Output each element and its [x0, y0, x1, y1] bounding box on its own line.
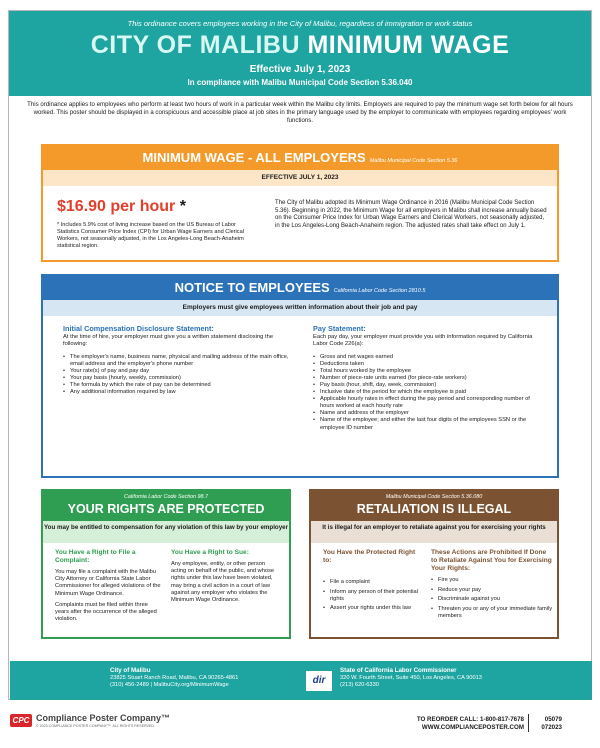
- minimum-wage-header: [43, 146, 557, 170]
- company-name: Compliance Poster Company™: [36, 713, 171, 723]
- header-tagline: This ordinance covers employees working in the City of Malibu, regardless of immigration or work status: [127, 19, 473, 28]
- disclosure-column: [63, 324, 291, 396]
- minimum-wage-box: [41, 144, 559, 262]
- sue-column: [171, 549, 281, 604]
- notice-header: [43, 276, 557, 300]
- wage-rate: [57, 198, 257, 216]
- reorder-website[interactable]: WWW.COMPLIANCEPOSTER.COM: [421, 724, 524, 731]
- reorder-info: [384, 716, 524, 732]
- state-address: 320 W. Fourth Street, Suite 450, Los Angeles, CA 90013: [340, 675, 482, 681]
- disclosure-intro: At the time of hire, your employer must give you a written statement disclosing the following:: [63, 334, 274, 348]
- rate-column: [57, 198, 257, 250]
- rights-band: You may be entitled to compensation for any violation of this law by your employer: [43, 521, 289, 543]
- poster-code-number: 05079: [544, 716, 562, 723]
- minimum-wage-code-ref: Malibu Municipal Code Section 5.36: [369, 158, 458, 164]
- rights-code-ref: California Labor Code Section 98.7: [124, 494, 208, 500]
- header: [9, 11, 591, 96]
- prohibited-actions-column: [431, 549, 553, 622]
- notice-title: NOTICE TO EMPLOYEES: [174, 280, 330, 295]
- city-contact: [110, 667, 238, 689]
- list-item: • The formula by which the rate of pay can be determined: [63, 382, 291, 389]
- retaliation-band: It is illegal for an employer to retaliate against you for exercising your rights: [311, 521, 557, 543]
- list-item: • Total hours worked by the employee: [313, 368, 545, 375]
- state-phone: (213) 620-6330: [340, 682, 379, 688]
- retaliation-title: RETALIATION IS ILLEGAL: [356, 502, 512, 516]
- minimum-wage-title: MINIMUM WAGE - ALL EMPLOYERS: [142, 150, 366, 165]
- retaliation-code-ref: Malibu Municipal Code Section 5.36.080: [385, 494, 483, 500]
- list-item: • Name of the employee; and either the last four digits of the employees SSN or the employee ID number: [313, 417, 545, 431]
- notice-box: [41, 274, 559, 478]
- poster-code-date: 072023: [541, 724, 562, 731]
- list-item: • Number of piece-rate units earned (for piece-rate workers): [313, 375, 545, 382]
- disclosure-list: [63, 354, 291, 397]
- copyright: © 2023 COMPLIANCE POSTER COMPANY™. ALL RIGHTS RESERVED.: [36, 724, 156, 728]
- wage-rate-asterisk: *: [179, 198, 186, 215]
- disclosure-heading: Initial Compensation Disclosure Statement:: [63, 324, 214, 333]
- list-item: • Threaten you or any of your immediate family members: [431, 606, 553, 620]
- list-item: • Your pay basis (hourly, weekly, commission): [63, 375, 291, 382]
- rights-box: [41, 489, 291, 639]
- protected-right-heading: You Have the Protected Right to:: [323, 549, 416, 564]
- list-item: • Fire you: [431, 577, 553, 584]
- list-item: • Any additional information required by law: [63, 389, 291, 396]
- pay-statement-column: [313, 324, 545, 432]
- complaint-text: You may file a complaint with the Malibu City Attorney or California State Labor Commissioner for alleged violations of the Minimum Wage Ordinance.: [55, 569, 161, 597]
- protected-right-column: [323, 549, 421, 615]
- list-item: • Gross and net wages earned: [313, 354, 545, 361]
- state-contact: [340, 667, 482, 689]
- contact-footer: [10, 661, 592, 700]
- sue-heading: You Have a Right to Sue:: [171, 549, 249, 556]
- list-item: • Inform any person of their potential rights: [323, 589, 421, 603]
- intro-text: This ordinance applies to employees who perform at least two hours of work in a particular week within the Malibu city limits. Employers are required to pay the minimum wage set forth below for all hours worked. This poster should be displayed in a conspicuous and accessible place at job sites in the primary language used by the employer to communicate with employees regarding employees' work functions.: [27, 101, 573, 125]
- title-rest: MINIMUM WAGE: [307, 31, 510, 59]
- list-item: • Applicable hourly rates in effect during the pay period and corresponding number of hours worked at each hourly rate: [313, 396, 545, 410]
- pay-statement-intro: Each pay day, your employer must provide you with information required by California Labor Code 226(a):: [313, 334, 533, 348]
- list-item: • Pay basis (hour, shift, day, week, commission): [313, 382, 545, 389]
- complaint-heading: You Have a Right to File a Complaint:: [55, 549, 136, 564]
- compliance-line: In compliance with Malibu Municipal Code Section 5.36.040: [187, 78, 413, 87]
- reorder-phone: TO REORDER CALL: 1-800-817-7678: [416, 716, 524, 723]
- title-city: CITY OF MALIBU: [90, 31, 301, 59]
- wage-rate-value: $16.90 per hour: [57, 198, 176, 215]
- prohibited-actions-list: [431, 577, 553, 620]
- prohibited-actions-heading: These Actions are Prohibited If Done to Retaliate Against You for Exercising Your Rights:: [431, 549, 552, 572]
- complaint-column: [55, 549, 161, 623]
- dir-logo: dir: [306, 671, 332, 691]
- notice-code-ref: California Labor Code Section 2810.5: [333, 288, 426, 294]
- list-item: • The employer's name, business name, physical and mailing address of the main office, email address and the employer's phone number: [63, 354, 291, 368]
- effective-date: Effective July 1, 2023: [249, 64, 351, 75]
- list-item: • Name and address of the employer: [313, 410, 545, 417]
- pay-statement-heading: Pay Statement:: [313, 324, 366, 333]
- state-name: State of California Labor Commissioner: [340, 667, 457, 674]
- protected-right-list: [323, 579, 421, 612]
- list-item: • Discriminate against you: [431, 596, 553, 603]
- list-item: • File a complaint: [323, 579, 421, 586]
- list-item: • Reduce your pay: [431, 587, 553, 594]
- city-phone-web[interactable]: (310) 456-2489 | MalibuCity.org/MinimumWage: [110, 682, 229, 688]
- divider: [528, 714, 529, 732]
- poster: [8, 10, 592, 700]
- list-item: • Assert your rights under this law: [323, 605, 421, 612]
- effective-band: EFFECTIVE JULY 1, 2023: [43, 170, 557, 186]
- city-name: City of Malibu: [110, 667, 151, 674]
- notice-band: Employers must give employees written information about their job and pay: [43, 300, 557, 316]
- sue-text: Any employee, entity, or other person acting on behalf of the public, and whose rights under this law have been violated, may bring a civil action in a court of law against any employer who violates the Minimum Wage Ordinance.: [171, 561, 275, 604]
- wage-description: The City of Malibu adopted its Minimum Wage Ordinance in 2016 (Malibu Municipal Code Section 5.36). Beginning in 2022, the Minimum Wage for all employers in Malibu shall increase annually based on the Consumer Price Index for Urban Wage Earners and Clerical Workers, not seasonally adjusted, in the Los Angeles-Long Beach-Anaheim region. The adjusted rates shall take effect on July 1.: [275, 200, 547, 229]
- rights-title: YOUR RIGHTS ARE PROTECTED: [67, 502, 265, 516]
- retaliation-box: [309, 489, 559, 639]
- poster-code: [534, 716, 562, 732]
- complaint-deadline: Complaints must be filed within three years after the occurrence of the alleged violation.: [55, 601, 157, 623]
- city-address: 23825 Stuart Ranch Road, Malibu, CA 90265-4861: [110, 675, 239, 681]
- pay-statement-list: [313, 354, 545, 432]
- list-item: • Inclusive date of the period for which the employee is paid: [313, 389, 545, 396]
- rights-header: [43, 491, 289, 521]
- list-item: • Deductions taken: [313, 361, 545, 368]
- retaliation-header: [311, 491, 557, 521]
- wage-footnote: * Includes 5.9% cost of living increase based on the US Bureau of Labor Statistics Consumer Price Index (CPI) for Urban Wage Earners and Clerical Workers, not seasonally adjusted, in the Los Angeles-Long Beach-Anaheim statistical region.: [57, 222, 244, 249]
- list-item: • Your rate(s) of pay and pay day: [63, 368, 291, 375]
- cpc-logo: CPC: [10, 714, 32, 727]
- page-title: [9, 31, 591, 60]
